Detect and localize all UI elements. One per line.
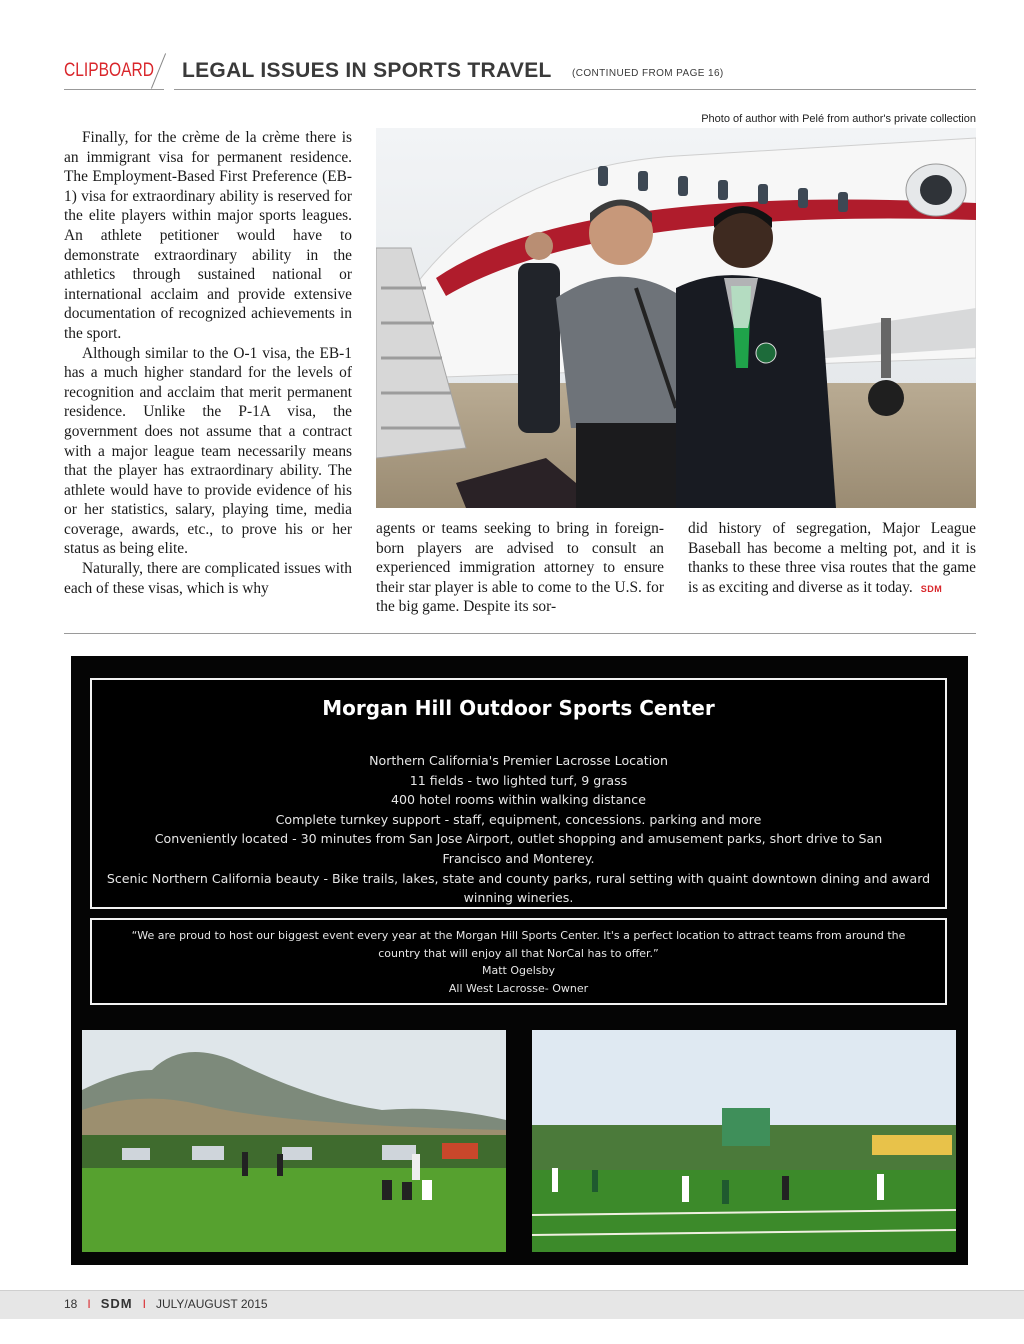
article-title: LEGAL ISSUES IN SPORTS TRAVEL xyxy=(182,59,552,82)
footer-info xyxy=(64,1296,268,1311)
paragraph xyxy=(688,519,976,599)
footer-divider: I xyxy=(142,1297,146,1311)
lacrosse-game-photo xyxy=(532,1030,956,1252)
footer-divider: I xyxy=(87,1297,91,1311)
page-number: 18 xyxy=(64,1297,78,1311)
ad-feature-line: 11 fields - two lighted turf, 9 grass xyxy=(409,772,628,788)
testimonial-role: All West Lacrosse- Owner xyxy=(448,981,589,995)
testimonial-text: “We are proud to host our biggest event every year at the Morgan Hill Sports Center. It's a perfect location to attract teams from around the country that will enjoy all that NorCal has to offer.” xyxy=(131,929,906,960)
ad-feature-line: Conveniently located - 30 minutes from San Jose Airport, outlet shopping and amusement parks, short drive to San Francisco and Monterey. xyxy=(154,831,883,866)
ad-title: Morgan Hill Outdoor Sports Center xyxy=(322,696,715,720)
ad-testimonial xyxy=(112,927,925,997)
ad-feature-list xyxy=(100,751,937,908)
article-end-mark: SDM xyxy=(920,583,943,594)
ad-feature-line: 400 hotel rooms within walking distance xyxy=(391,792,646,808)
paragraph: Although similar to the O-1 visa, the EB-1 has a much higher standard for the levels of recognition and acclaim that merit permanent residence. Unlike the P-1A visa, the government does not assume that a contract with a major league team necessarily means that the player has extraordinary ability. The athlete would have to provide evidence of his or her statistics, salary, playing time, media coverage, awards, etc., to prove his or her status as being elite. xyxy=(64,344,352,558)
paragraph: Naturally, there are complicated issues with each of these visas, which is why xyxy=(64,560,352,597)
lacrosse-field-mountain-photo xyxy=(82,1030,506,1252)
article-column-2 xyxy=(376,519,664,617)
photo-illustration xyxy=(82,1030,506,1252)
photo-illustration xyxy=(376,128,976,508)
issue-date: JULY/AUGUST 2015 xyxy=(155,1297,268,1311)
paragraph: Finally, for the crème de la crème there is an immigrant visa for permanent residence. The Employment-Based First Preference (EB-1) visa for extraordinary ability is reserved for the elite players within major sports leagues. An athlete petitioner would have to demonstrate extraordinary ability in the athletics through sustained national or international acclaim and provide extensive documentation of recognized achievements in the sport. xyxy=(64,129,352,342)
photo-credit: Photo of author with Pelé from author's private collection xyxy=(701,113,976,125)
author-pele-photo xyxy=(376,128,976,508)
photo-illustration xyxy=(532,1030,956,1252)
ad-feature-line: Complete turnkey support - staff, equipment, concessions. parking and more xyxy=(275,811,762,827)
header-rule-left xyxy=(64,89,164,90)
testimonial-author: Matt Ogelsby xyxy=(481,964,556,978)
section-label: CLIPBOARD xyxy=(64,60,155,81)
continued-note: (CONTINUED FROM PAGE 16) xyxy=(572,68,724,79)
article-column-1 xyxy=(64,128,352,598)
paragraph-text: did history of segregation, Major League Baseball has become a melting pot, and it is thanks to these three visa routes that the game is as exciting and diverse as it today. xyxy=(688,520,976,596)
ad-feature-line: Scenic Northern California beauty - Bike trails, lakes, state and county parks, rural setting with quaint downtown dining and award winning wineries. xyxy=(106,870,931,906)
article-column-3 xyxy=(688,519,976,599)
paragraph: agents or teams seeking to bring in foreign-born players are advised to consult an experienced immigration attorney to ensure their star player is able to come to the U.S. for the big game. Despite its sor- xyxy=(376,520,664,616)
article-bottom-rule xyxy=(64,633,976,634)
magazine-name: SDM xyxy=(100,1296,133,1311)
ad-feature-line: Northern California's Premier Lacrosse Location xyxy=(369,753,668,768)
header-rule-right xyxy=(174,89,976,90)
